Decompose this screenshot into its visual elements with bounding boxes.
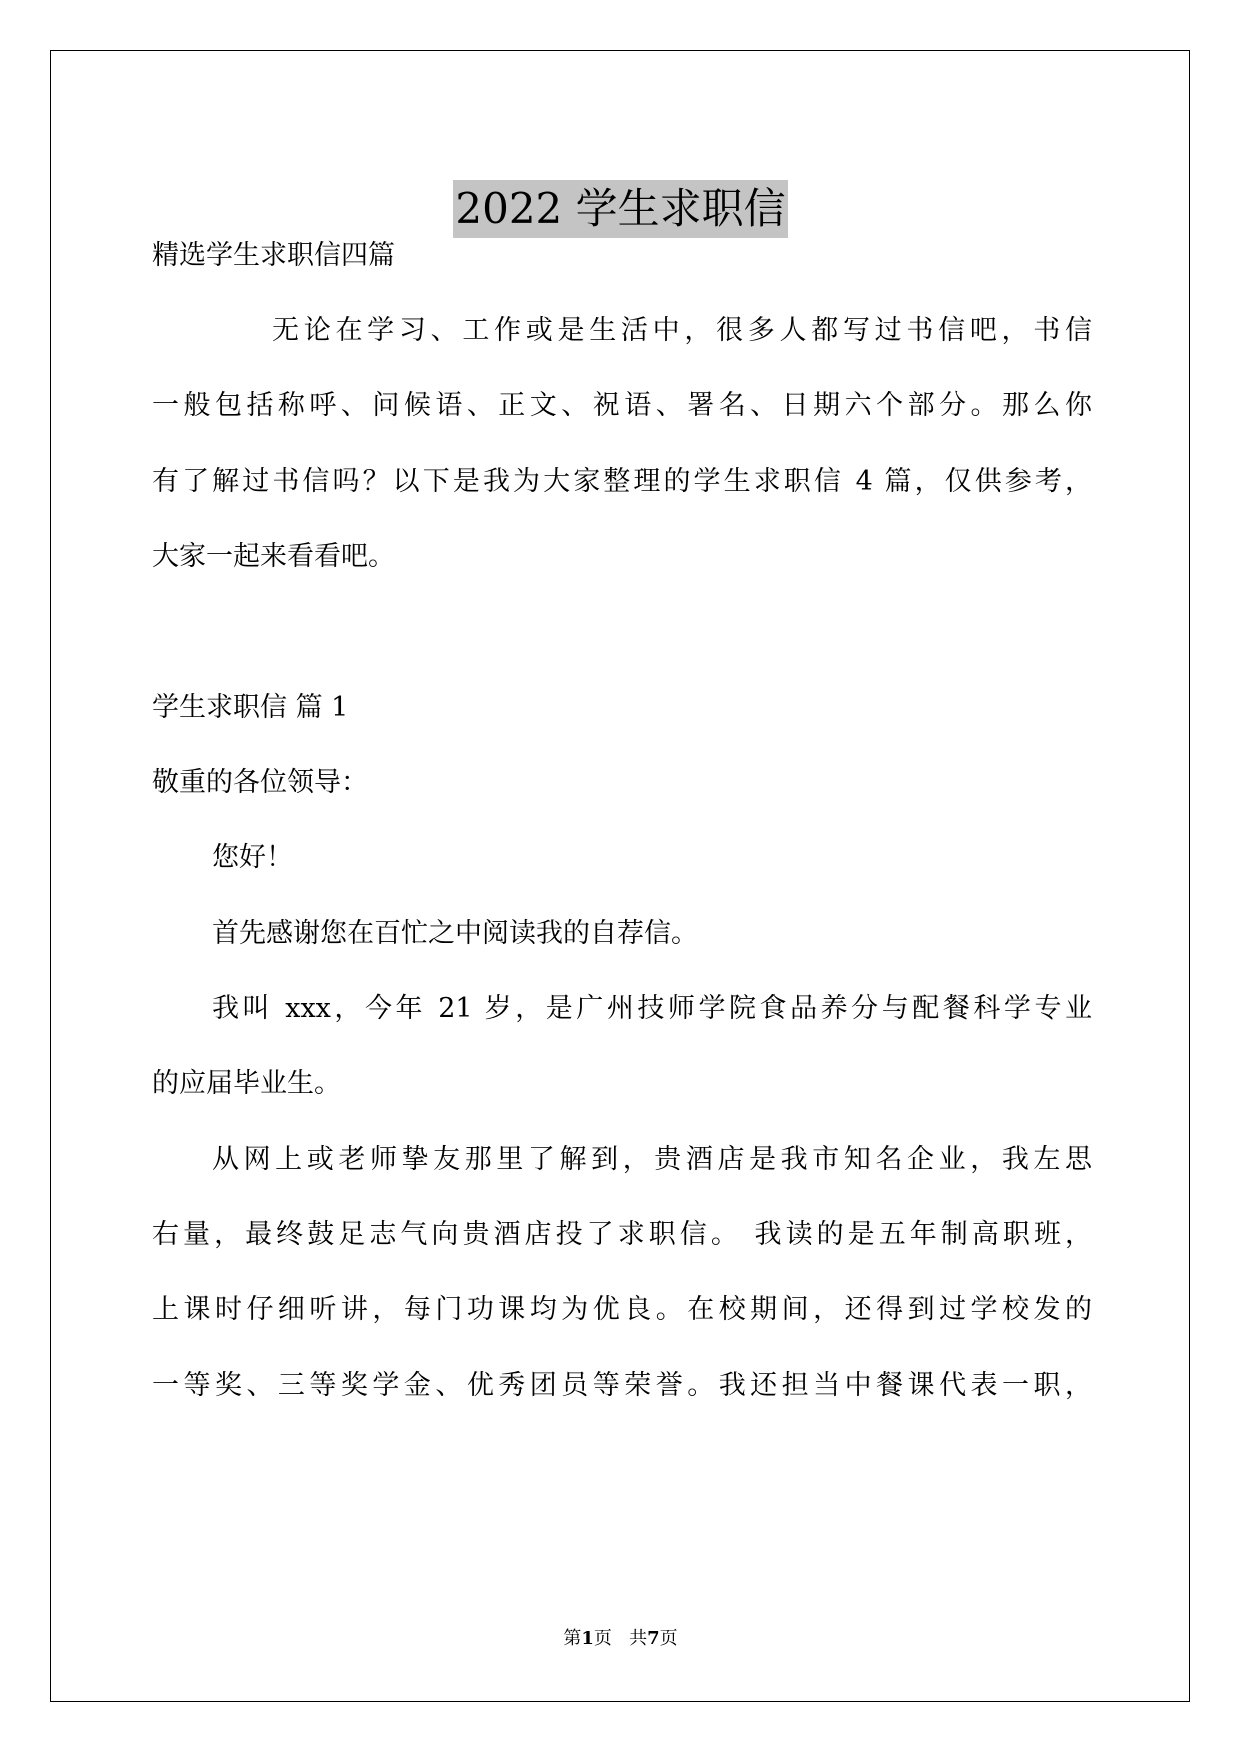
body-line-4: 从网上或老师挚友那里了解到，贵酒店是我市知名企业，我左思 [212,1144,1092,1175]
salutation: 敬重的各位领导： [152,767,368,798]
footer-page-suffix: 页 [593,1628,612,1649]
body-line-5: 右量，最终鼓足志气向贵酒店投了求职信。 我读的是五年制高职班， [152,1219,1092,1250]
intro-line-1: 无论在学习、工作或是生活中，很多人都写过书信吧，书信 [272,315,1092,346]
footer-prefix: 第 [563,1628,582,1649]
greeting: 您好！ [212,842,293,873]
intro-line-2: 一般包括称呼、问候语、正文、祝语、署名、日期六个部分。那么你 [152,390,1092,421]
footer-total-suffix: 页 [659,1628,678,1649]
footer-total-pages: 7 [647,1628,660,1649]
subtitle: 精选学生求职信四篇 [152,240,395,271]
document-title: 2022 学生求职信 [453,180,787,238]
body-line-3: 的应届毕业生。 [152,1068,341,1099]
section-heading: 学生求职信 篇 1 [152,692,349,723]
body-line-1: 首先感谢您在百忙之中阅读我的自荐信。 [212,918,698,949]
body-line-6: 上课时仔细听讲，每门功课均为优良。在校期间，还得到过学校发的 [152,1294,1092,1325]
footer-page-number: 1 [581,1628,594,1649]
page-footer [0,1624,1241,1650]
intro-line-3: 有了解过书信吗？以下是我为大家整理的学生求职信 4 篇，仅供参考， [152,466,1092,497]
intro-line-4: 大家一起来看看吧。 [152,541,395,572]
body-line-7: 一等奖、三等奖学金、优秀团员等荣誉。我还担当中餐课代表一职， [152,1370,1092,1401]
body-line-2: 我叫 xxx，今年 21 岁，是广州技师学院食品养分与配餐科学专业 [212,993,1092,1024]
footer-total-prefix: 共 [629,1628,648,1649]
